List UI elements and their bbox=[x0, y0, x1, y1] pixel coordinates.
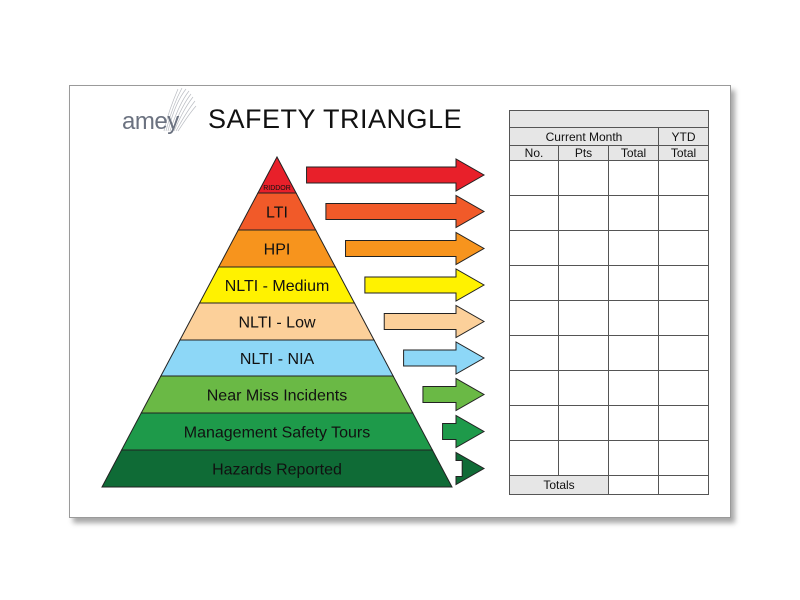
ytd-header: YTD bbox=[659, 128, 709, 146]
pyramid-tier-label: RIDDOR bbox=[263, 185, 291, 192]
table-row bbox=[510, 301, 709, 336]
total-cell[interactable] bbox=[609, 231, 659, 266]
ytd-total-cell[interactable] bbox=[659, 266, 709, 301]
tier-arrow-icon bbox=[384, 306, 484, 338]
no-cell[interactable] bbox=[510, 371, 559, 406]
col-ytd-total-header: Total bbox=[659, 146, 709, 161]
pts-cell[interactable] bbox=[559, 196, 609, 231]
ytd-total-cell[interactable] bbox=[659, 196, 709, 231]
ytd-total-cell[interactable] bbox=[659, 231, 709, 266]
no-cell[interactable] bbox=[510, 196, 559, 231]
no-cell[interactable] bbox=[510, 301, 559, 336]
total-cell[interactable] bbox=[609, 161, 659, 196]
total-cell[interactable] bbox=[609, 196, 659, 231]
total-cell[interactable] bbox=[609, 266, 659, 301]
table-row bbox=[510, 161, 709, 196]
no-cell[interactable] bbox=[510, 406, 559, 441]
table-row bbox=[510, 441, 709, 476]
pyramid-tier-label: Near Miss Incidents bbox=[206, 387, 348, 405]
tier-arrow-icon bbox=[326, 196, 484, 228]
tier-arrow-icon bbox=[365, 269, 484, 301]
tier-arrow-icon bbox=[307, 159, 484, 191]
no-cell[interactable] bbox=[510, 266, 559, 301]
pyramid-tier-label: NLTI - Low bbox=[238, 314, 316, 332]
no-cell[interactable] bbox=[510, 336, 559, 371]
pts-cell[interactable] bbox=[559, 441, 609, 476]
pts-cell[interactable] bbox=[559, 301, 609, 336]
table-top-band bbox=[510, 111, 709, 128]
total-cell[interactable] bbox=[609, 301, 659, 336]
amey-logo-text: amey bbox=[122, 108, 179, 135]
col-no-header: No. bbox=[510, 146, 559, 161]
ytd-total-cell[interactable] bbox=[659, 406, 709, 441]
total-cell[interactable] bbox=[609, 371, 659, 406]
no-cell[interactable] bbox=[510, 161, 559, 196]
pyramid-tier-label: Hazards Reported bbox=[212, 461, 342, 479]
table-row bbox=[510, 406, 709, 441]
no-cell[interactable] bbox=[510, 441, 559, 476]
tier-arrow-icon bbox=[423, 379, 484, 411]
pts-cell[interactable] bbox=[559, 161, 609, 196]
col-pts-header: Pts bbox=[559, 146, 609, 161]
pyramid-tier-label: Management Safety Tours bbox=[183, 424, 371, 442]
ytd-total-cell[interactable] bbox=[659, 336, 709, 371]
ytd-total-cell[interactable] bbox=[659, 371, 709, 406]
tier-arrow-icon bbox=[404, 342, 484, 374]
totals-ytd-cell[interactable] bbox=[659, 476, 709, 495]
pts-cell[interactable] bbox=[559, 336, 609, 371]
tier-arrow-icon bbox=[346, 233, 484, 265]
table-row bbox=[510, 196, 709, 231]
pyramid-tier-label: NLTI - NIA bbox=[239, 351, 315, 368]
pyramid-tier-label: LTI bbox=[266, 204, 288, 222]
page-title: SAFETY TRIANGLE bbox=[208, 104, 463, 134]
total-cell[interactable] bbox=[609, 406, 659, 441]
tier-arrow-icon bbox=[456, 453, 484, 485]
ytd-total-cell[interactable] bbox=[659, 301, 709, 336]
totals-label: Totals bbox=[510, 476, 609, 495]
pts-cell[interactable] bbox=[559, 266, 609, 301]
table-row bbox=[510, 266, 709, 301]
pyramid-tier-label: HPI bbox=[263, 241, 291, 259]
col-total-header: Total bbox=[609, 146, 659, 161]
ytd-total-cell[interactable] bbox=[659, 441, 709, 476]
total-cell[interactable] bbox=[609, 336, 659, 371]
pts-cell[interactable] bbox=[559, 371, 609, 406]
table-row bbox=[510, 336, 709, 371]
current-month-header: Current Month bbox=[510, 128, 659, 146]
no-cell[interactable] bbox=[510, 231, 559, 266]
totals-current-cell[interactable] bbox=[609, 476, 659, 495]
total-cell[interactable] bbox=[609, 441, 659, 476]
pts-cell[interactable] bbox=[559, 406, 609, 441]
ytd-total-cell[interactable] bbox=[659, 161, 709, 196]
table-row bbox=[510, 231, 709, 266]
table-row bbox=[510, 371, 709, 406]
score-table bbox=[509, 110, 709, 495]
pts-cell[interactable] bbox=[559, 231, 609, 266]
pyramid-tier-label: NLTI - Medium bbox=[224, 278, 330, 295]
tier-arrow-icon bbox=[443, 416, 484, 448]
